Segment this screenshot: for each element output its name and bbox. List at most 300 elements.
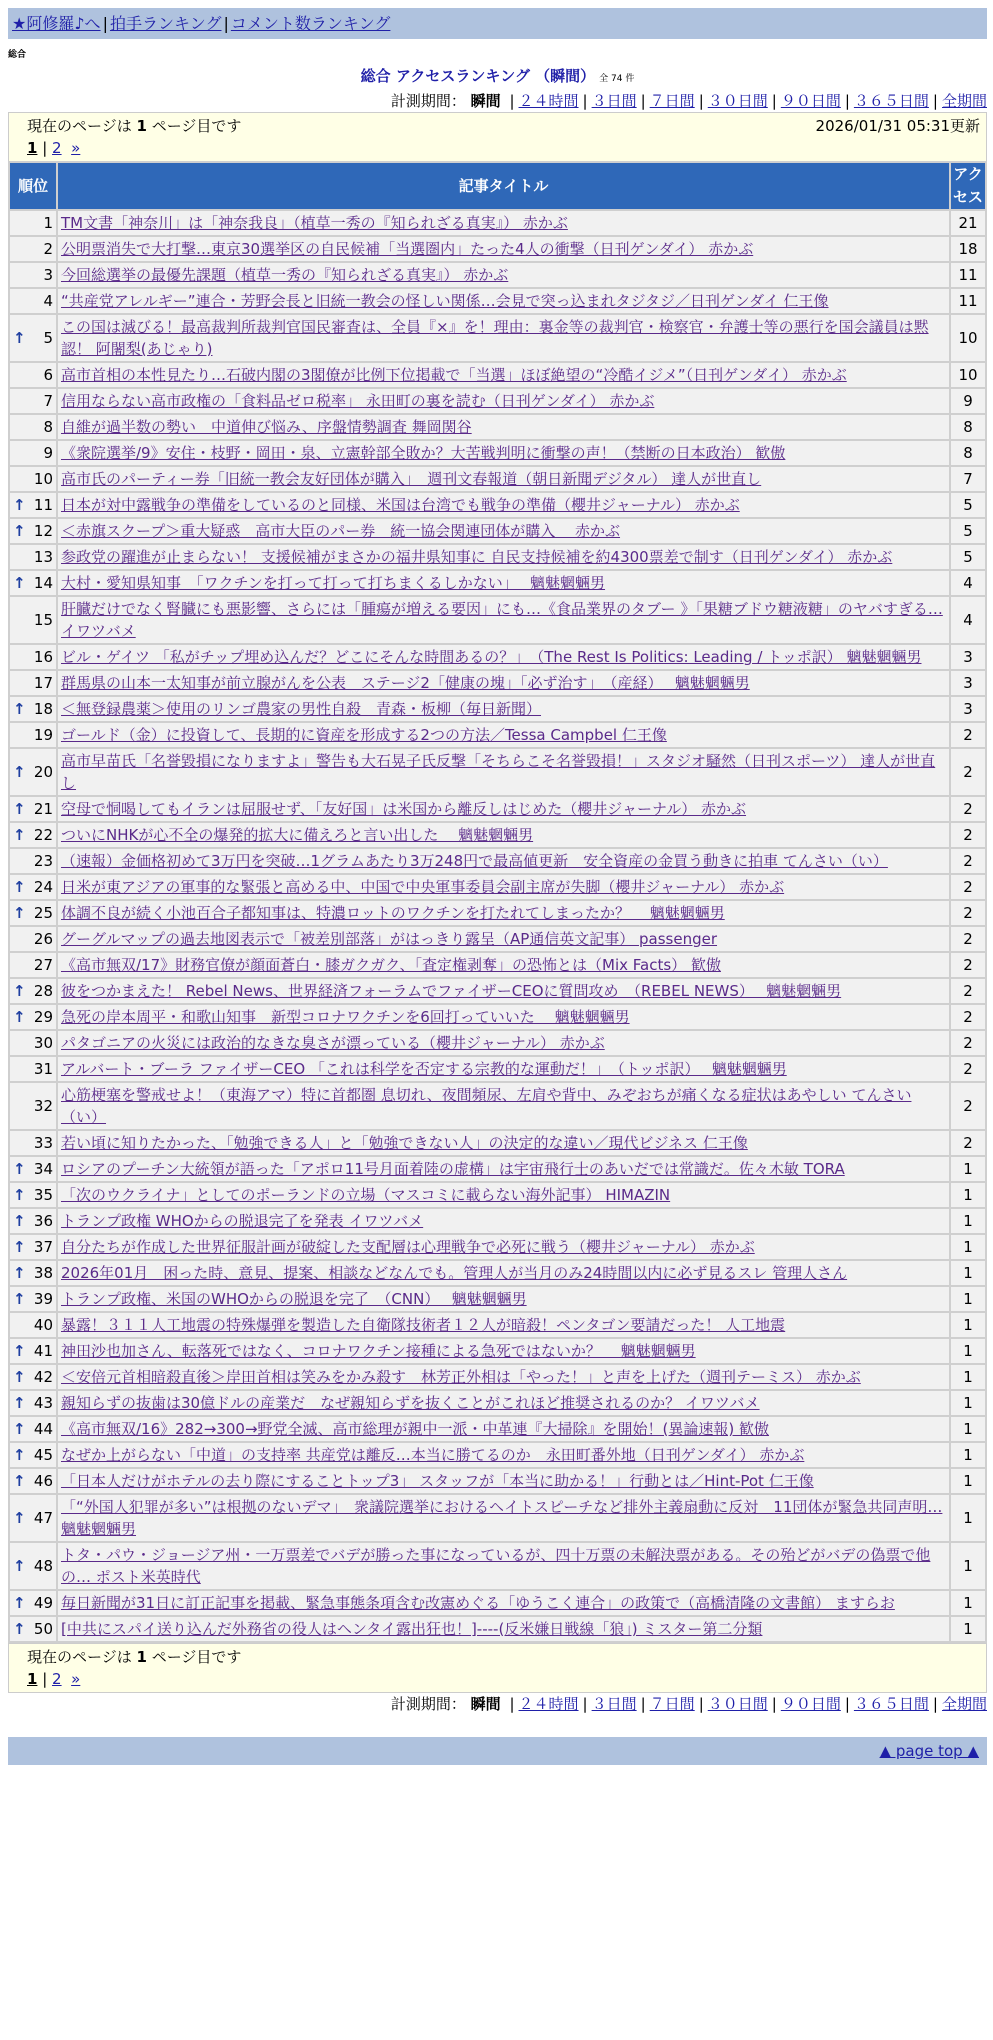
rank-number: 47 (33, 1509, 53, 1527)
article-link[interactable]: 「次のウクライナ」としてのポーランドの立場（マスコミに載らない海外記事） HIMAZIN (61, 1186, 671, 1204)
rank-number: 22 (33, 826, 53, 844)
title-cell (58, 389, 949, 413)
rank-cell (10, 237, 56, 261)
table-row (10, 493, 985, 517)
period-separator: | (698, 92, 704, 110)
access-count: 2 (951, 723, 985, 747)
rank-cell (10, 1391, 56, 1415)
period-option-0[interactable]: ２４時間 (518, 1695, 579, 1713)
access-count: 1 (951, 1339, 985, 1363)
period-separator: | (844, 92, 850, 110)
title-cell (58, 1617, 949, 1641)
pager-bottom (8, 1643, 987, 1693)
access-count: 1 (951, 1469, 985, 1493)
rank-cell (10, 953, 56, 977)
rank-up-arrow-icon: ↑ (13, 1446, 26, 1464)
page-top-link[interactable]: ▲ page top ▲ (879, 1742, 979, 1760)
table-row (10, 1339, 985, 1363)
table-row (10, 1495, 985, 1541)
access-count: 2 (951, 849, 985, 873)
rank-cell (10, 1157, 56, 1181)
rank-number: 17 (33, 674, 53, 692)
table-row (10, 415, 985, 439)
access-count: 1 (951, 1443, 985, 1467)
article-link[interactable]: TM文書「神奈川」は「神奈我良」（植草一秀の『知られざる真実』） 赤かぶ (61, 214, 568, 232)
rank-number: 23 (33, 852, 53, 870)
table-row (10, 953, 985, 977)
access-count: 10 (951, 315, 985, 361)
title-cell (58, 1469, 949, 1493)
access-count: 1 (951, 1157, 985, 1181)
page-1-current: 1 (27, 139, 38, 157)
article-link[interactable]: 群馬県の山本一太知事が前立腺がんを公表 ステージ2「健康の塊」「必ず治す」 （産経） 魑魅魍魎男 (61, 674, 750, 692)
rank-number: 48 (33, 1557, 53, 1575)
period-separator: | (771, 92, 777, 110)
table-row (10, 1057, 985, 1081)
rank-cell (10, 211, 56, 235)
rank-number: 28 (33, 982, 53, 1000)
title-cell (58, 1005, 949, 1029)
access-count: 2 (951, 1031, 985, 1055)
rank-number: 33 (33, 1134, 53, 1152)
rank-cell (10, 875, 56, 899)
period-label: 計測期間： (390, 92, 466, 110)
rank-cell (10, 597, 56, 643)
article-link[interactable]: トタ・パウ・ジョージア州・一万票差でバデが勝った事になっているが、四十万票の未解決票がある。その殆どがバデの偽票で他の… ポスト米英時代 (61, 1546, 931, 1586)
article-link[interactable]: 《衆院選挙/9》安住・枝野・岡田・泉、立憲幹部全敗か？大苦戦判明に衝撃の声！（禁断の日本政治） 歓傲 (61, 444, 786, 462)
period-option-4[interactable]: ９０日間 (780, 92, 841, 110)
rank-number: 43 (33, 1394, 53, 1412)
title-cell (58, 697, 949, 721)
rank-number: 16 (33, 648, 53, 666)
total-count: 全 74 件 (599, 74, 635, 84)
rank-number: 14 (33, 574, 53, 592)
rank-cell (10, 927, 56, 951)
table-row (10, 597, 985, 643)
rank-cell (10, 1287, 56, 1311)
access-count: 2 (951, 1057, 985, 1081)
rank-cell (10, 1339, 56, 1363)
page-2-link-bottom[interactable]: 2 (52, 1670, 62, 1688)
rank-cell (10, 467, 56, 491)
rank-cell (10, 697, 56, 721)
title-cell (58, 1157, 949, 1181)
access-count: 1 (951, 1495, 985, 1541)
rank-number: 4 (43, 292, 53, 310)
rank-up-arrow-icon: ↑ (13, 1160, 26, 1178)
ranking-table (8, 161, 987, 1643)
article-link[interactable]: 神田沙也加さん、転落死ではなく、コロナワクチン接種による急死ではないか？ 魑魅魍魎男 (61, 1342, 696, 1360)
rank-number: 46 (33, 1472, 53, 1490)
article-link[interactable]: トランプ政権、米国のWHOからの脱退を完了 （CNN） 魑魅魍魎男 (61, 1290, 527, 1308)
rank-cell (10, 1235, 56, 1259)
article-link[interactable]: 暴露！３１１人工地震の特殊爆弾を製造した自衛隊技術者１２人が暗殺！ペンタゴン要請だった！ 人工地震 (61, 1316, 786, 1334)
rank-number: 11 (33, 496, 53, 514)
table-row (10, 671, 985, 695)
rank-cell (10, 1261, 56, 1285)
access-count: 8 (951, 441, 985, 465)
period-separator: | (582, 1695, 588, 1713)
comment-ranking-link[interactable]: コメント数ランキング (230, 14, 391, 33)
access-count: 5 (951, 493, 985, 517)
period-label-bottom: 計測期間： (390, 1695, 466, 1713)
period-option-1[interactable]: ３日間 (591, 1695, 637, 1713)
period-option-6[interactable]: 全期間 (941, 92, 987, 110)
title-cell (58, 1391, 949, 1415)
period-option-5[interactable]: ３６５日間 (853, 1695, 929, 1713)
access-count: 1 (951, 1365, 985, 1389)
title-cell (58, 1495, 949, 1541)
access-count: 2 (951, 823, 985, 847)
period-separator: | (932, 1695, 938, 1713)
access-count: 1 (951, 1543, 985, 1589)
rank-up-arrow-icon: ↑ (13, 496, 26, 514)
article-link[interactable]: 自維が過半数の勢い 中道伸び悩み、序盤情勢調査 舞岡関谷 (61, 418, 472, 436)
col-access-header: アクセス (951, 163, 985, 209)
rank-cell (10, 545, 56, 569)
table-row (10, 363, 985, 387)
table-row (10, 237, 985, 261)
period-option-3[interactable]: ３０日間 (707, 1695, 768, 1713)
title-cell (58, 237, 949, 261)
table-row (10, 519, 985, 543)
rank-cell (10, 797, 56, 821)
page-2-link[interactable]: 2 (52, 139, 62, 157)
access-count: 2 (951, 979, 985, 1003)
rank-number: 50 (33, 1620, 53, 1638)
article-link[interactable]: 「“外国人犯罪が多い”は根拠のないデマ」 衆議院選挙におけるヘイトスピーチなど排外主義扇動に反対 11団体が緊急共同声明… 魑魅魍魎男 (61, 1498, 943, 1538)
article-link[interactable]: 今回総選挙の最優先課題（植草一秀の『知られざる真実』） 赤かぶ (61, 266, 509, 284)
table-row (10, 1617, 985, 1641)
table-row (10, 1443, 985, 1467)
rank-number: 27 (33, 956, 53, 974)
rank-number: 26 (33, 930, 53, 948)
rank-cell (10, 1443, 56, 1467)
period-option-5[interactable]: ３６５日間 (853, 92, 929, 110)
article-link[interactable]: ＜赤旗スクープ＞重大疑惑 高市大臣のパー券 統一協会関連団体が購入 赤かぶ (61, 522, 621, 540)
period-option-4[interactable]: ９０日間 (780, 1695, 841, 1713)
page-1-current-bottom: 1 (27, 1670, 38, 1688)
article-link[interactable]: （速報）金価格初めて3万円を突破…1グラムあたり3万248円で最高値更新 安全資産の金買う動きに拍車 てんさい（い） (61, 852, 888, 870)
article-link[interactable]: トランプ政権 WHOからの脱退完了を発表 イワツバメ (61, 1212, 424, 1230)
rank-cell (10, 671, 56, 695)
article-link[interactable]: 心筋梗塞を警戒せよ！（東海アマ）特に首都圏 息切れ、夜間頻尿、左肩や背中、みぞおちが痛くなる症状はあやしい てんさい（い） (61, 1086, 912, 1126)
rank-number: 20 (33, 763, 53, 781)
article-link[interactable]: 大村・愛知県知事 「ワクチンを打って打って打ちまくるしかない」 魑魅魍魎男 (61, 574, 606, 592)
article-link[interactable]: “共産党アレルギー”連合・芳野会長と旧統一教会の怪しい関係…会見で突っ込まれタジタジ／日刊ゲンダイ 仁王像 (61, 292, 829, 310)
title-cell (58, 723, 949, 747)
rank-number: 45 (33, 1446, 53, 1464)
rank-up-arrow-icon: ↑ (13, 1212, 26, 1230)
article-link[interactable]: グーグルマップの過去地図表示で「被差別部落」がはっきり露呈（AP通信英文記事） passenger (61, 930, 718, 948)
rank-cell (10, 723, 56, 747)
rank-up-arrow-icon: ↑ (13, 522, 26, 540)
article-link[interactable]: 急死の岸本周平・和歌山知事 新型コロナワクチンを6回打っていいた 魑魅魍魎男 (61, 1008, 630, 1026)
rank-up-arrow-icon: ↑ (13, 763, 26, 781)
home-link[interactable]: ★阿修羅♪へ (12, 14, 101, 33)
access-count: 1 (951, 1313, 985, 1337)
rank-number: 29 (33, 1008, 53, 1026)
access-count: 10 (951, 363, 985, 387)
article-link[interactable]: 肝臓だけでなく腎臓にも悪影響、さらには「腫瘍が増える要因」にも…《食品業界のタブー 》「果糖ブドウ糖液糖」のヤバすぎる… イワツバメ (61, 600, 943, 640)
access-count: 5 (951, 545, 985, 569)
access-count: 1 (951, 1391, 985, 1415)
table-row (10, 979, 985, 1003)
period-separator: | (640, 1695, 646, 1713)
rank-cell (10, 389, 56, 413)
article-link[interactable]: 体調不良が続く小池百合子都知事は、特濃ロットのワクチンを打たれてしまったか？ 魑魅魍魎男 (61, 904, 725, 922)
article-link[interactable]: ビル・ゲイツ 「私がチップ埋め込んだ？どこにそんな時間あるの？」 （The Rest Is Politics: Leading / トッポ訳） 魑魅魍魎男 (61, 648, 922, 666)
title-cell (58, 1083, 949, 1129)
table-row (10, 1417, 985, 1441)
article-link[interactable]: なぜか上がらない「中道」の支持率 共産党は離反…本当に勝てるのか 永田町番外地（日刊ゲンダイ） 赤かぶ (61, 1446, 805, 1464)
access-count: 2 (951, 1005, 985, 1029)
rank-number: 6 (43, 366, 53, 384)
table-row (10, 1469, 985, 1493)
access-count: 9 (951, 389, 985, 413)
rank-cell (10, 493, 56, 517)
title-cell (58, 1443, 949, 1467)
table-row (10, 1235, 985, 1259)
access-count: 2 (951, 1083, 985, 1129)
section-tag: 総合 (8, 50, 27, 60)
title-cell (58, 1209, 949, 1233)
title-cell (58, 545, 949, 569)
rank-up-arrow-icon: ↑ (13, 329, 26, 347)
title-cell (58, 571, 949, 595)
rank-up-arrow-icon: ↑ (13, 1620, 26, 1638)
rank-cell (10, 1417, 56, 1441)
article-link[interactable]: 《高市無双/17》財務官僚が顔面蒼白・膝ガクガク、「査定権剥奪」の恐怖とは（Mix Facts） 歓傲 (61, 956, 721, 974)
rank-cell (10, 289, 56, 313)
title-cell (58, 315, 949, 361)
access-count: 7 (951, 467, 985, 491)
title-cell (58, 1131, 949, 1155)
title-cell (58, 797, 949, 821)
page-links-bottom: 1 | 2 » (27, 1670, 81, 1688)
article-link[interactable]: この国は滅びる！最高裁判所裁判官国民審査は、全員『×』を！理由：裏金等の裁判官・検察官・弁護士等の悪行を国会議員は黙認！ 阿闍梨(あじゃり) (61, 318, 929, 358)
access-count: 2 (951, 953, 985, 977)
rank-number: 24 (33, 878, 53, 896)
rank-up-arrow-icon: ↑ (13, 1509, 26, 1527)
rank-number: 49 (33, 1594, 53, 1612)
article-link[interactable]: 若い頃に知りたかった、「勉強できる人」と「勉強できない人」の決定的な違い／現代ビジネス 仁王像 (61, 1134, 748, 1152)
article-link[interactable]: 《高市無双/16》282→300→野党全滅、高市総理が親中一派・中革連『大掃除』を開始！(異論速報) 歓傲 (61, 1420, 770, 1438)
rank-up-arrow-icon: ↑ (13, 1472, 26, 1490)
period-current-bottom: 瞬間 (470, 1695, 501, 1713)
rank-number: 21 (33, 800, 53, 818)
rank-cell (10, 1591, 56, 1615)
article-link[interactable]: ＜安倍元首相暗殺直後＞岸田首相は笑みをかみ殺す 林芳正外相は「やった！」と声を上げた（週刊テーミス） 赤かぶ (61, 1368, 861, 1386)
period-separator: | (509, 92, 515, 110)
rank-up-arrow-icon: ↑ (13, 1368, 26, 1386)
table-row (10, 645, 985, 669)
rank-up-arrow-icon: ↑ (13, 1264, 26, 1282)
applause-ranking-link[interactable]: 拍手ランキング (109, 14, 222, 33)
page-title-text: 総合 アクセスランキング （瞬間） (360, 67, 596, 85)
title-cell (58, 597, 949, 643)
title-cell (58, 1235, 949, 1259)
rank-number: 31 (33, 1060, 53, 1078)
rank-number: 1 (43, 214, 53, 232)
rank-up-arrow-icon: ↑ (13, 878, 26, 896)
period-separator: | (771, 1695, 777, 1713)
article-link[interactable]: アルバート・ブーラ ファイザーCEO 「これは科学を否定する宗教的な運動だ！」 （トッポ訳） 魑魅魍魎男 (61, 1060, 787, 1078)
article-link[interactable]: 2026年01月 困った時、意見、提案、相談などなんでも。管理人が当月のみ24時間以内に必ず見るスレ 管理人さん (61, 1264, 848, 1282)
article-link[interactable]: 公明票消失で大打撃…東京30選挙区の自民候補「当選圏内」たった4人の衝撃（日刊ゲンダイ） 赤かぶ (61, 240, 754, 258)
rank-cell (10, 823, 56, 847)
title-cell (58, 493, 949, 517)
article-link[interactable]: 彼をつかまえた！ Rebel News、世界経済フォーラムでファイザーCEOに質問攻め （REBEL NEWS） 魑魅魍魎男 (61, 982, 842, 1000)
access-count: 1 (951, 1591, 985, 1615)
title-cell (58, 1417, 949, 1441)
table-row (10, 697, 985, 721)
article-link[interactable]: 空母で恫喝してもイランは屈服せず、「友好国」は米国から離反しはじめた（櫻井ジャーナル） 赤かぶ (61, 800, 747, 818)
access-count: 2 (951, 927, 985, 951)
title-cell (58, 1261, 949, 1285)
article-link[interactable]: 高市氏のパーティー券「旧統一教会友好団体が購入」 週刊文春報道（朝日新聞デジタル） 達人が世直し (61, 470, 762, 488)
title-cell (58, 1031, 949, 1055)
rank-cell (10, 1543, 56, 1589)
next-page-link-bottom[interactable]: » (71, 1670, 81, 1688)
pager-top (8, 112, 987, 162)
table-row (10, 467, 985, 491)
table-row (10, 1183, 985, 1207)
title-cell (58, 519, 949, 543)
access-count: 1 (951, 1235, 985, 1259)
article-link[interactable]: [中共にスパイ送り込んだ外務省の役人はヘンタイ露出狂也！]----(反米嫌日戦線「狼」) ミスター第二分類 (61, 1620, 763, 1638)
rank-number: 35 (33, 1186, 53, 1204)
title-cell (58, 901, 949, 925)
access-count: 5 (951, 519, 985, 543)
page-status-bottom: 現在のページは 1 ページ目です (27, 1648, 242, 1666)
rank-number: 34 (33, 1160, 53, 1178)
rank-up-arrow-icon: ↑ (13, 574, 26, 592)
rank-cell (10, 263, 56, 287)
table-row (10, 571, 985, 595)
article-link[interactable]: 日本が対中露戦争の準備をしているのと同様、米国は台湾でも戦争の準備（櫻井ジャーナル） 赤かぶ (61, 496, 740, 514)
period-separator: | (698, 1695, 704, 1713)
period-option-2[interactable]: ７日間 (649, 1695, 695, 1713)
period-selector-bottom (8, 1693, 987, 1715)
period-separator: | (582, 92, 588, 110)
page-links: 1 | 2 » (27, 139, 81, 157)
table-row (10, 849, 985, 873)
title-cell (58, 1365, 949, 1389)
title-cell (58, 1313, 949, 1337)
rank-number: 9 (43, 444, 53, 462)
table-row (10, 797, 985, 821)
rank-cell (10, 1083, 56, 1129)
access-count: 11 (951, 263, 985, 287)
rank-number: 32 (33, 1097, 53, 1115)
article-link[interactable]: ロシアのプーチン大統領が語った「アポロ11号月面着陸の虚構」は宇宙飛行士のあいだでは常識だ。佐々木敏 TORA (61, 1160, 845, 1178)
table-row (10, 1131, 985, 1155)
rank-cell (10, 1469, 56, 1493)
title-cell (58, 415, 949, 439)
rank-number: 38 (33, 1264, 53, 1282)
period-separator: | (640, 92, 646, 110)
period-current: 瞬間 (470, 92, 501, 110)
rank-number: 42 (33, 1368, 53, 1386)
rank-number: 7 (43, 392, 53, 410)
rank-cell (10, 979, 56, 1003)
period-option-0[interactable]: ２４時間 (518, 92, 579, 110)
title-cell (58, 875, 949, 899)
title-cell (58, 363, 949, 387)
article-link[interactable]: 高市早苗氏「名誉毀損になりますよ」警告も大石晃子氏反撃「そちらこそ名誉毀損！」スタジオ騒然（日刊スポーツ） 達人が世直し (61, 752, 936, 792)
table-row (10, 389, 985, 413)
rank-cell (10, 749, 56, 795)
article-link[interactable]: 毎日新聞が31日に訂正記事を掲載、緊急事態条項含む改憲めぐる「ゆうこく連合」の政策で（高橋清隆の文書館） ますらお (61, 1594, 895, 1612)
article-link[interactable]: 自分たちが作成した世界征服計画が破綻した支配層は心理戦争で必死に戦う（櫻井ジャーナル） 赤かぶ (61, 1238, 755, 1256)
rank-cell (10, 1031, 56, 1055)
table-row (10, 1261, 985, 1285)
title-cell (58, 1543, 949, 1589)
rank-cell (10, 1183, 56, 1207)
table-row (10, 1005, 985, 1029)
rank-up-arrow-icon: ↑ (13, 1008, 26, 1026)
article-link[interactable]: 信用ならない高市政権の「食料品ゼロ税率」 永田町の裏を読む（日刊ゲンダイ） 赤かぶ (61, 392, 655, 410)
bottom-bar (8, 1737, 987, 1765)
title-cell (58, 823, 949, 847)
rank-number: 40 (33, 1316, 53, 1334)
title-cell (58, 749, 949, 795)
access-count: 2 (951, 1131, 985, 1155)
rank-cell (10, 1209, 56, 1233)
access-count: 2 (951, 875, 985, 899)
period-option-3[interactable]: ３０日間 (707, 92, 768, 110)
article-link[interactable]: 親知らずの抜歯は30億ドルの産業だ なぜ親知らずを抜くことがこれほど推奨されるのか？ イワツバメ (61, 1394, 760, 1412)
rank-number: 10 (33, 470, 53, 488)
table-row (10, 1365, 985, 1389)
title-cell (58, 1183, 949, 1207)
article-link[interactable]: 参政党の躍進が止まらない！ 支援候補がまさかの福井県知事に 自民支持候補を約4300票差で制す（日刊ゲンダイ） 赤かぶ (61, 548, 893, 566)
table-row (10, 1543, 985, 1589)
title-cell (58, 289, 949, 313)
title-cell (58, 979, 949, 1003)
article-link[interactable]: 日米が東アジアの軍事的な緊張と高める中、中国で中央軍事委員会副主席が失脚（櫻井ジャーナル） 赤かぶ (61, 878, 785, 896)
access-count: 2 (951, 749, 985, 795)
rank-cell (10, 1617, 56, 1641)
access-count: 1 (951, 1417, 985, 1441)
table-row (10, 1287, 985, 1311)
rank-cell (10, 1365, 56, 1389)
col-title-header: 記事タイトル (58, 163, 949, 209)
rank-number: 36 (33, 1212, 53, 1230)
rank-number: 39 (33, 1290, 53, 1308)
article-link[interactable]: ついにNHKが心不全の爆発的拡大に備えろと言い出した 魑魅魍魎男 (61, 826, 534, 844)
period-option-2[interactable]: ７日間 (649, 92, 695, 110)
rank-up-arrow-icon: ↑ (13, 1420, 26, 1438)
rank-number: 44 (33, 1420, 53, 1438)
article-link[interactable]: 「日本人だけがホテルの去り際にすることトップ3」 スタッフが「本当に助かる！」行動とは／Hint-Pot 仁王像 (61, 1472, 814, 1490)
access-count: 1 (951, 1287, 985, 1311)
period-option-1[interactable]: ３日間 (591, 92, 637, 110)
title-cell (58, 441, 949, 465)
table-row (10, 749, 985, 795)
article-link[interactable]: ゴールド（金）に投資して、長期的に資産を形成する2つの方法／Tessa Campbel 仁王像 (61, 726, 667, 744)
period-option-6[interactable]: 全期間 (941, 1695, 987, 1713)
article-link[interactable]: パタゴニアの火災には政治的なきな臭さが漂っている（櫻井ジャーナル） 赤かぶ (61, 1034, 605, 1052)
table-row (10, 289, 985, 313)
rank-number: 41 (33, 1342, 53, 1360)
access-count: 4 (951, 597, 985, 643)
access-count: 3 (951, 645, 985, 669)
next-page-link[interactable]: » (71, 139, 81, 157)
article-link[interactable]: 高市首相の本性見たり…石破内閣の3閣僚が比例下位掲載で「当選」ほぼ絶望の“冷酷イジメ”（日刊ゲンダイ） 赤かぶ (61, 366, 847, 384)
article-link[interactable]: ＜無登録農薬＞使用のリンゴ農家の男性自殺 青森・板柳（毎日新聞） (61, 700, 542, 718)
